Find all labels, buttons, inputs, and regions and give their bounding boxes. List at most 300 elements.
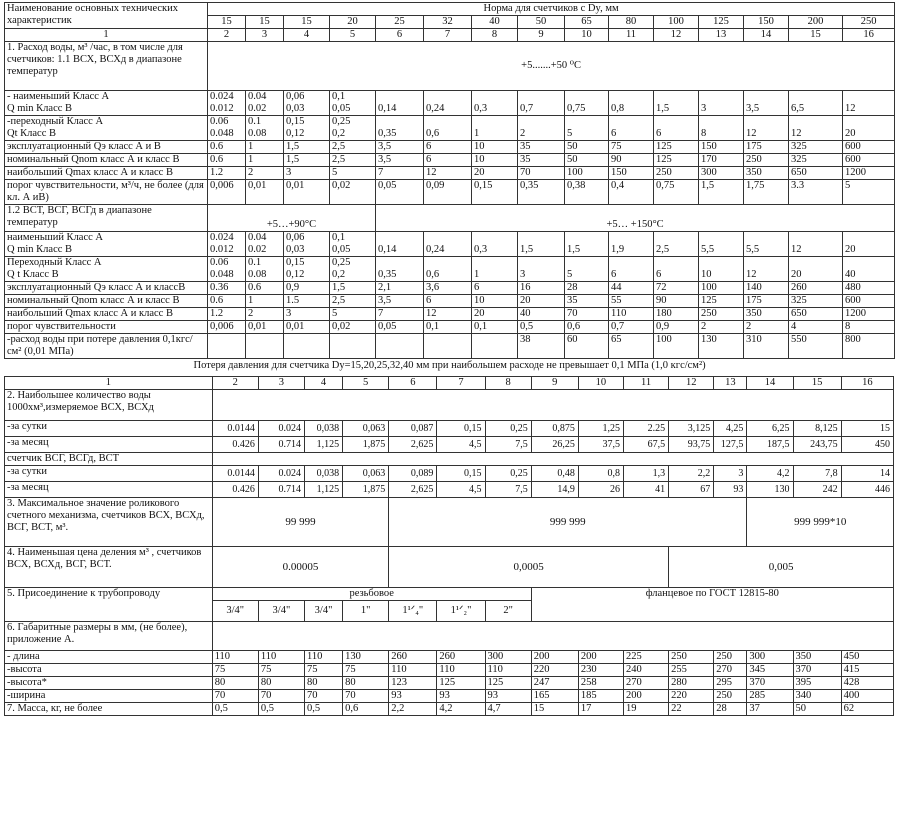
value-line: 0,7 <box>611 321 625 332</box>
dimension-row <box>5 664 894 677</box>
value-cell <box>472 154 518 167</box>
value-line: 10 <box>474 295 485 306</box>
flanged-connection: фланцевое по ГОСТ 12815-80 <box>531 588 893 622</box>
value-line: 35 <box>520 141 531 152</box>
value-cell <box>609 154 654 167</box>
value-cell: 125 <box>437 677 485 690</box>
value-cell: 70 <box>304 690 342 703</box>
value-line: 325 <box>791 141 807 152</box>
value-line: 0,02 <box>332 180 351 191</box>
value-cell: 450 <box>841 651 893 664</box>
value-line: 0.36 <box>210 282 229 293</box>
row-label <box>5 257 208 282</box>
row-label: -за сутки <box>5 466 213 482</box>
column-number-cell: 1 <box>5 377 213 390</box>
value-line: 2,1 <box>378 282 392 293</box>
section-1-row <box>5 42 895 91</box>
value-line: 0,05 <box>378 321 397 332</box>
data-row <box>5 295 895 308</box>
value-cell <box>246 308 284 321</box>
value-line: 20 <box>474 167 485 178</box>
value-cell: 2.25 <box>623 421 668 437</box>
value-line: 1 <box>248 295 254 306</box>
value-cell <box>424 180 472 205</box>
value-cell: 70 <box>212 690 258 703</box>
row-label-line: наибольший Qmax класс А и класс В <box>7 167 173 178</box>
value-cell <box>472 257 518 282</box>
column-number-cell: 5 <box>343 377 389 390</box>
value-cell <box>789 308 843 321</box>
counter-max-medium: 999 999 <box>389 498 747 547</box>
value-line: 3.3 <box>791 180 805 191</box>
section-2-temperature-low: +5…+90°C <box>208 205 376 232</box>
value-line: 28 <box>567 282 578 293</box>
value-line: 35 <box>520 154 531 165</box>
value-line: 12 <box>426 308 437 319</box>
value-cell <box>376 321 424 334</box>
value-cell: 37 <box>747 703 793 716</box>
thread-size-cell: 1" <box>343 601 389 622</box>
value-line: 0,1 <box>474 321 488 332</box>
value-line: 0,1 <box>426 321 440 332</box>
meter-type-blank <box>212 453 893 466</box>
value-line: 0,4 <box>611 180 625 191</box>
value-cell <box>208 141 246 154</box>
value-cell <box>744 141 789 154</box>
value-line: 0,03 <box>286 244 305 255</box>
value-line: 1,5 <box>701 180 715 191</box>
value-cell: 70 <box>343 690 389 703</box>
value-cell <box>744 167 789 180</box>
value-line: 600 <box>845 154 861 165</box>
value-line: 150 <box>701 141 717 152</box>
value-cell <box>330 232 376 257</box>
diameter-cell: 125 <box>699 16 744 29</box>
value-cell: 1,25 <box>578 421 623 437</box>
value-line: 5 <box>332 308 338 319</box>
value-cell <box>565 334 609 359</box>
value-cell <box>843 232 895 257</box>
value-cell <box>208 167 246 180</box>
value-cell <box>609 141 654 154</box>
column-number-cell: 9 <box>531 377 578 390</box>
row-label-line: -расход воды при потере давления 0,1кгс/см² (0,01 МПа) <box>7 334 193 357</box>
value-cell <box>565 295 609 308</box>
row-label <box>5 308 208 321</box>
value-cell <box>609 257 654 282</box>
value-line: 8 <box>845 321 851 332</box>
value-cell: 0,5 <box>212 703 258 716</box>
value-cell <box>472 116 518 141</box>
value-line: 0,12 <box>286 269 305 280</box>
value-cell: 110 <box>437 664 485 677</box>
value-line: 1,5 <box>520 244 534 255</box>
value-cell <box>654 334 699 359</box>
value-cell: 370 <box>793 664 841 677</box>
value-cell <box>518 308 565 321</box>
value-cell <box>376 257 424 282</box>
value-line: 0,75 <box>656 180 675 191</box>
value-cell: 75 <box>258 664 304 677</box>
value-cell: 110 <box>258 651 304 664</box>
value-cell <box>654 116 699 141</box>
value-line: 250 <box>701 308 717 319</box>
value-cell <box>654 257 699 282</box>
value-line: 12 <box>746 269 757 280</box>
row-label-line: номинальный Qnom класс А и класс В <box>7 295 180 306</box>
column-number-cell: 12 <box>669 377 714 390</box>
value-line: 0,01 <box>248 321 267 332</box>
value-cell <box>246 282 284 295</box>
value-cell <box>208 282 246 295</box>
column-number-cell: 5 <box>330 29 376 42</box>
value-line: 0,006 <box>210 321 234 332</box>
value-line: 0,05 <box>378 180 397 191</box>
value-line: 6 <box>426 154 432 165</box>
value-line: 10 <box>474 154 485 165</box>
value-cell: 0,038 <box>304 421 342 437</box>
dimension-row <box>5 651 894 664</box>
value-cell: 270 <box>623 677 668 690</box>
value-cell <box>376 91 424 116</box>
value-cell <box>518 167 565 180</box>
value-cell <box>376 141 424 154</box>
dimensions-label: 6. Габаритные размеры в мм, (не более), приложение А. <box>5 622 213 651</box>
value-cell: 110 <box>304 651 342 664</box>
value-line: 125 <box>701 295 717 306</box>
value-cell <box>843 116 895 141</box>
value-cell: 3 <box>714 466 747 482</box>
value-line: 0,006 <box>210 180 234 191</box>
value-line: 310 <box>746 334 762 345</box>
value-cell <box>284 308 330 321</box>
value-cell <box>472 232 518 257</box>
value-cell: 0,063 <box>343 466 389 482</box>
value-cell <box>284 232 330 257</box>
value-line: 100 <box>701 282 717 293</box>
division-price-medium: 0,0005 <box>389 547 669 588</box>
value-line: 65 <box>611 334 622 345</box>
value-cell <box>246 180 284 205</box>
row-label-line: наименьший Класс А <box>7 232 103 243</box>
value-line: 0,2 <box>332 128 346 139</box>
value-cell: 345 <box>747 664 793 677</box>
value-cell <box>843 154 895 167</box>
value-cell: 50 <box>793 703 841 716</box>
value-line: 60 <box>567 334 578 345</box>
section-5-row <box>5 588 894 601</box>
value-cell: 7,5 <box>485 437 531 453</box>
value-cell: 26 <box>578 482 623 498</box>
value-cell <box>376 154 424 167</box>
value-line: 2 <box>520 128 526 139</box>
value-cell: 14 <box>841 466 893 482</box>
value-cell <box>789 154 843 167</box>
division-price-small: 0.00005 <box>212 547 389 588</box>
value-cell: 300 <box>485 651 531 664</box>
column-number-row <box>5 377 894 390</box>
row-label: - длина <box>5 651 213 664</box>
value-cell: 0.426 <box>212 482 258 498</box>
diameter-cell: 20 <box>330 16 376 29</box>
value-cell: 41 <box>623 482 668 498</box>
value-cell <box>284 334 330 359</box>
value-line: 20 <box>845 244 856 255</box>
value-line: 0,03 <box>286 103 305 114</box>
value-line: 6,5 <box>791 103 805 114</box>
dimensions-blank <box>212 622 893 651</box>
value-line: 0,9 <box>656 321 670 332</box>
value-cell <box>330 154 376 167</box>
column-number-cell: 14 <box>747 377 793 390</box>
value-cell: 300 <box>747 651 793 664</box>
column-number-cell: 12 <box>654 29 699 42</box>
value-line: 0.08 <box>248 128 267 139</box>
value-line: 0,09 <box>426 180 445 191</box>
section-2-temperature-high: +5… +150°C <box>376 205 895 232</box>
value-line: 180 <box>656 308 672 319</box>
value-cell: 4,5 <box>437 482 485 498</box>
value-cell <box>843 334 895 359</box>
value-line: 12 <box>791 128 802 139</box>
column-number-cell: 1 <box>5 29 208 42</box>
value-line: 600 <box>845 295 861 306</box>
value-cell <box>246 167 284 180</box>
value-line: 175 <box>746 295 762 306</box>
value-line: 3,5 <box>746 103 760 114</box>
value-cell: 2,2 <box>669 466 714 482</box>
value-line: 4 <box>791 321 797 332</box>
value-cell: 15 <box>841 421 893 437</box>
value-cell <box>424 295 472 308</box>
diameter-cell: 50 <box>518 16 565 29</box>
diameter-cell: 32 <box>424 16 472 29</box>
value-cell <box>518 334 565 359</box>
value-cell: 0.0144 <box>212 466 258 482</box>
value-line: 0.6 <box>248 282 262 293</box>
thread-size-cell: 3/4" <box>304 601 342 622</box>
value-cell: 130 <box>747 482 793 498</box>
value-cell <box>789 180 843 205</box>
value-cell <box>330 91 376 116</box>
value-cell <box>699 321 744 334</box>
value-cell: 1,875 <box>343 482 389 498</box>
diameter-cell: 150 <box>744 16 789 29</box>
value-cell <box>609 116 654 141</box>
column-number-cell: 6 <box>389 377 437 390</box>
value-cell: 260 <box>437 651 485 664</box>
value-line: 170 <box>701 154 717 165</box>
diameter-cell: 25 <box>376 16 424 29</box>
value-line: 100 <box>656 334 672 345</box>
value-line: 8 <box>701 128 707 139</box>
value-cell: 125 <box>485 677 531 690</box>
threaded-connection: резьбовое <box>212 588 531 601</box>
value-cell: 75 <box>212 664 258 677</box>
value-cell: 230 <box>578 664 623 677</box>
value-cell <box>565 167 609 180</box>
value-cell: 15 <box>531 703 578 716</box>
value-cell: 75 <box>343 664 389 677</box>
value-cell: 123 <box>389 677 437 690</box>
value-line: 20 <box>845 128 856 139</box>
value-cell <box>744 295 789 308</box>
column-number-cell: 15 <box>789 29 843 42</box>
data-row <box>5 308 895 321</box>
data-row <box>5 116 895 141</box>
value-cell: 80 <box>258 677 304 690</box>
value-cell <box>699 141 744 154</box>
value-cell: 243,75 <box>793 437 841 453</box>
value-line: 0.6 <box>210 295 224 306</box>
value-cell <box>654 321 699 334</box>
value-line: 0,25 <box>332 257 351 268</box>
value-cell: 93,75 <box>669 437 714 453</box>
value-cell <box>565 282 609 295</box>
row-label: -высота* <box>5 677 213 690</box>
value-cell <box>330 141 376 154</box>
value-cell: 220 <box>531 664 578 677</box>
value-line: 6 <box>426 295 432 306</box>
column-number-cell: 6 <box>376 29 424 42</box>
value-cell: 280 <box>669 677 714 690</box>
value-line: 12 <box>746 128 757 139</box>
value-cell: 93 <box>437 690 485 703</box>
value-cell <box>699 167 744 180</box>
value-cell <box>843 167 895 180</box>
value-line: 0,6 <box>426 128 440 139</box>
value-cell <box>284 116 330 141</box>
value-cell <box>284 167 330 180</box>
value-cell: 93 <box>389 690 437 703</box>
data-row <box>5 167 895 180</box>
value-cell: 165 <box>531 690 578 703</box>
column-number-cell: 10 <box>578 377 623 390</box>
value-cell <box>744 321 789 334</box>
value-line: 325 <box>791 295 807 306</box>
column-number-cell: 8 <box>472 29 518 42</box>
value-line: 0,15 <box>286 116 305 127</box>
value-cell: 400 <box>841 690 893 703</box>
column-number-cell: 14 <box>744 29 789 42</box>
value-line: 0,15 <box>474 180 493 191</box>
value-cell <box>518 116 565 141</box>
value-cell <box>472 321 518 334</box>
value-line: 1 <box>248 154 254 165</box>
value-line: 325 <box>791 154 807 165</box>
row-label: -за сутки <box>5 421 213 437</box>
value-cell <box>609 167 654 180</box>
value-cell <box>376 282 424 295</box>
value-cell <box>565 116 609 141</box>
value-line: 12 <box>845 103 856 114</box>
value-line: 2,5 <box>332 141 346 152</box>
row-label-line: порог чувствительности, м³/ч, не более (для кл. А иВ) <box>7 180 204 203</box>
dimension-row <box>5 677 894 690</box>
volume-dimensions-table <box>4 376 894 716</box>
value-line: 90 <box>656 295 667 306</box>
value-line: 1,5 <box>286 141 300 152</box>
value-cell <box>609 295 654 308</box>
value-cell: 428 <box>841 677 893 690</box>
value-cell: 0.426 <box>212 437 258 453</box>
value-line: 100 <box>567 167 583 178</box>
value-cell <box>789 141 843 154</box>
volume-blank <box>212 390 893 421</box>
value-line: 10 <box>701 269 712 280</box>
value-cell <box>843 295 895 308</box>
counter-max-small: 99 999 <box>212 498 389 547</box>
value-line: 55 <box>611 295 622 306</box>
value-cell: 37,5 <box>578 437 623 453</box>
value-cell: 3,125 <box>669 421 714 437</box>
value-line: 20 <box>474 308 485 319</box>
value-cell: 14,9 <box>531 482 578 498</box>
value-line: 7 <box>378 308 384 319</box>
column-number-cell: 11 <box>623 377 668 390</box>
value-line: 7 <box>378 167 384 178</box>
value-line: 1,75 <box>746 180 765 191</box>
value-cell: 130 <box>343 651 389 664</box>
value-line: 0,14 <box>378 103 397 114</box>
value-cell <box>284 257 330 282</box>
value-cell: 0.714 <box>258 437 304 453</box>
section-6-row <box>5 622 894 651</box>
value-cell <box>376 232 424 257</box>
row-label-line: наибольший Qmax класс А и класс В <box>7 308 173 319</box>
value-line: 0,01 <box>286 321 305 332</box>
value-cell: 255 <box>669 664 714 677</box>
value-cell <box>246 141 284 154</box>
value-cell <box>518 282 565 295</box>
value-cell <box>744 232 789 257</box>
value-line: 0,14 <box>378 244 397 255</box>
value-cell <box>284 321 330 334</box>
diameter-cell: 250 <box>843 16 895 29</box>
value-cell <box>699 116 744 141</box>
value-cell <box>472 141 518 154</box>
flow-characteristics-table <box>4 2 895 373</box>
value-cell <box>208 295 246 308</box>
value-cell <box>744 154 789 167</box>
value-cell: 200 <box>531 651 578 664</box>
value-cell: 110 <box>485 664 531 677</box>
section-2-label: 1.2 ВСТ, ВСГ, ВСГд в диапазоне температур <box>5 205 208 232</box>
value-line: 3 <box>520 269 526 280</box>
value-cell <box>330 116 376 141</box>
value-cell <box>565 141 609 154</box>
value-cell <box>699 154 744 167</box>
value-line: 550 <box>791 334 807 345</box>
value-line: 0.02 <box>248 244 267 255</box>
data-row <box>5 282 895 295</box>
row-label: -высота <box>5 664 213 677</box>
data-row <box>5 154 895 167</box>
row-label <box>5 116 208 141</box>
column-number-cell: 16 <box>843 29 895 42</box>
value-line: 0,24 <box>426 244 445 255</box>
value-line: 0.06 <box>210 116 229 127</box>
value-cell: 250 <box>714 690 747 703</box>
value-line: 1 <box>474 128 480 139</box>
value-cell: 340 <box>793 690 841 703</box>
row-label <box>5 295 208 308</box>
row-label-line: Q min Класс В <box>7 244 73 255</box>
value-line: 0,38 <box>567 180 586 191</box>
value-line: 0,6 <box>567 321 581 332</box>
value-cell <box>246 232 284 257</box>
value-cell <box>609 180 654 205</box>
